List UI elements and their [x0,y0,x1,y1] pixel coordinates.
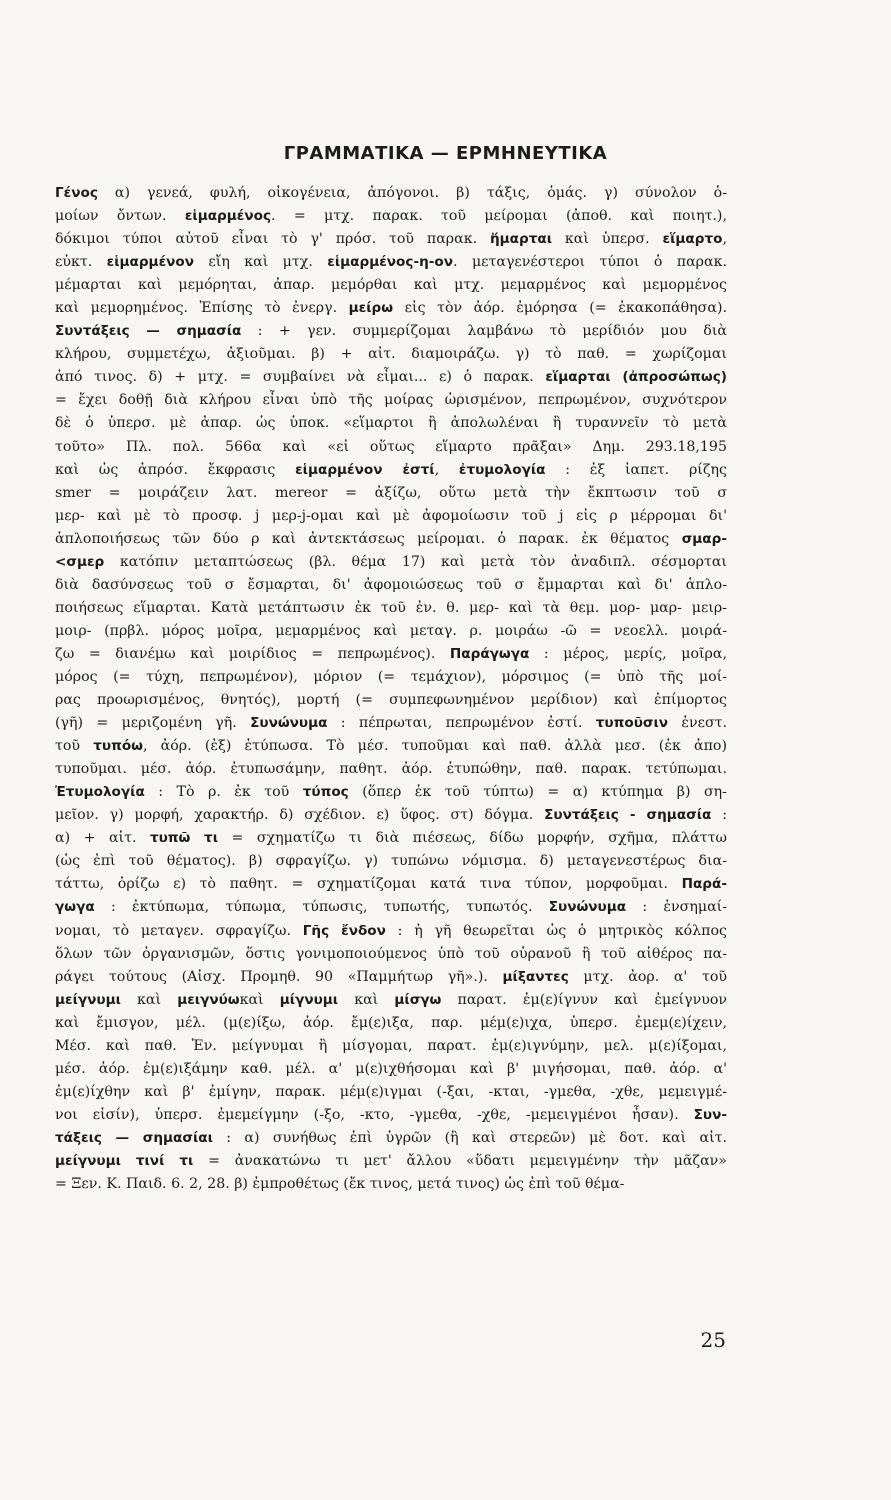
text-run: μοίων ὄντων. [55,208,185,225]
text-run: μόρος (= τύχη, πεπρωμένον), μόριον (= τεμάχιον), μόρσιμος (= ὑπὸ τῆς μοί- [55,668,727,685]
text-run: καὶ ὑπερσ. [552,231,663,248]
text-line [55,989,727,1012]
bold-term: εἱμαρμένον [106,254,194,271]
text-line [55,920,727,943]
text-run: δόκιμοι τύποι αὐτοῦ εἶναι τὸ γ' πρόσ. τοῦ παρακ. [55,231,490,248]
text-line [55,205,727,228]
text-run: : α) συνήθως ἐπὶ ὑγρῶν (ἢ καὶ στερεῶν) μὲ δοτ. καὶ αἰτ. [212,1129,727,1146]
text-line [55,228,727,251]
bold-term: ἐτυμολογία [458,461,546,478]
text-line [55,412,727,435]
text-run: καὶ ἔμισγον, μέλ. (μ(ε)ίξω, ἀόρ. ἔμ(ε)ιξα, παρ. μέμ(ε)ιχα, ὑπερσ. ἐμεμ(ε)ίχειν, [55,1014,727,1031]
page-title: ΓΡΑΜΜΑΤΙΚΑ — ΕΡΜΗΝΕΥΤΙΚΑ [283,143,608,164]
text-line [55,1127,727,1150]
text-run: ἐνεστ. [668,715,727,732]
bold-term: Συντάξεις - σημασία [544,807,712,824]
text-line [55,389,727,412]
bold-term: Γένος [55,185,98,201]
bold-term: τάξεις — σημασίαι [55,1129,213,1146]
text-run: μεῖον. γ) μορφή, χαρακτήρ. δ) σχέδιον. ε) ὕφος. στ) δόγμα. [55,807,545,824]
text-line [55,850,727,873]
bold-term: μειγνύω [177,991,240,1008]
text-run: καὶ ὡς ἀπρόσ. ἔκφρασις [55,461,296,478]
text-run: διὰ δασύνσεως τοῦ σ ἔσμαρται, δι' ἀφομοιώσεως τοῦ σ ἔμμαρται καὶ δι' ἁπλο- [55,576,727,593]
bold-term: εἱμαρμένον ἐστί [295,461,435,478]
text-run: ράγει τούτους (Αἰσχ. Προμηθ. 90 «Παμμήτωρ γῆ».). [55,968,503,985]
text-line [55,781,727,804]
bold-term: <σμερ [55,553,105,570]
text-run: ρας προωρισμένος, θνητός), μορτή (= συμπεφωνημένον μερίδιον) καὶ ἐπίμορτος [55,692,727,709]
text-run: : ἐξ ἰαπετ. ρίζης [545,461,727,478]
text-run: ὅλων τῶν ὀργανισμῶν, ὅστις γονιμοποιούμενος ὑπὸ τοῦ οὐρανοῦ ἢ τοῦ αἰθέρος πα- [55,945,727,962]
text-line [55,966,727,989]
text-line [55,689,727,712]
text-line [55,436,727,459]
text-line [55,574,727,597]
text-run: : Τὸ ρ. ἐκ τοῦ [144,784,303,801]
text-run: : πέπρωται, πεπρωμένον ἐστί. [327,715,596,732]
text-run: : ἐνσημαί- [626,899,727,916]
text-run: μτχ. ἀορ. α' τοῦ [568,968,727,985]
text-run: : [711,807,727,824]
text-line [55,620,727,643]
bold-term: εἵμαρται (ἀπροσώπως) [545,369,727,386]
text-line [55,551,727,574]
text-run: . = μτχ. παρακ. τοῦ μείρομαι (ἀποθ. καὶ ποιητ.), [271,208,727,225]
text-line [55,712,727,735]
text-run: μέσ. ἀόρ. ἐμ(ε)ιξάμην καθ. μέλ. α' μ(ε)ιχθήσομαι καὶ β' μιγήσομαι, παθ. ἀόρ. α' [55,1060,727,1077]
text-run: = Ξεν. Κ. Παιδ. 6. 2, 28. β) ἐμπροθέτως (ἔκ τινος, μετά τινος) ὡς ἐπὶ τοῦ θέμα- [55,1176,625,1193]
bold-term: Συνώνυμα [250,715,328,732]
text-run: κατόπιν μεταπτώσεως (βλ. θέμα 17) καὶ μετὰ τὸν ἀναδιπλ. σέσμορται [104,553,727,570]
bold-term: σμαρ- [681,530,727,547]
text-line [55,643,727,666]
bold-term: Ἐτυμολογία [55,784,145,801]
text-run: μοιρ- (πρβλ. μόρος μοῖρα, μεμαρμένος καὶ μεταγ. ρ. μοιράω -ῶ = νεοελλ. μοιρά- [55,622,727,639]
bold-term: Παράγωγα [449,645,530,662]
bold-term: ἥμαρται [489,231,553,248]
text-run: ζω = διανέμω καὶ μοιρίδιος = πεπρωμένος). [55,645,450,662]
text-run: ἐμ(ε)ίχθην καὶ β' ἐμίγην, παρακ. μέμ(ε)ιγμαι (-ξαι, -κται, -γμεθα, -χθε, μεμειγμέ- [55,1083,727,1100]
text-line [55,666,727,689]
bold-term: Συντάξεις — σημασία [55,323,242,340]
text-line [55,1058,727,1081]
text-line [55,1150,727,1173]
text-line [55,873,727,896]
text-line [55,1173,727,1196]
text-run: μερ- καὶ μὲ τὸ προσφ. j μερ-j-ομαι καὶ μὲ ἀφομοίωσιν τοῦ j εἰς ρ μέρρομαι δι' [55,507,727,524]
text-run: νοι εἰσίν), ὑπερσ. ἐμεμείγμην (-ξο, -κτο, -γμεθα, -χθε, -μεμειγμένοι ἦσαν). [55,1106,694,1123]
text-line [55,366,727,389]
text-run: τοῦ [55,738,94,755]
text-line [55,804,727,827]
text-line [55,343,727,366]
text-run: δὲ ὁ ὑπερσ. μὲ ἀπαρ. ὡς ὑποκ. «εἵμαρτοι ἢ ἀπολωλέναι ἢ τυραννεῖν τὸ μετὰ [55,415,727,432]
bold-term: Γῆς ἔνδον [302,922,386,939]
text-run: = σχηματίζω τι διὰ πιέσεως, δίδω μορφήν, σχῆμα, πλάττω [218,830,727,847]
text-run: τοῦτο» Πλ. πολ. 566α καὶ «εἰ οὕτως εἵμαρτο πρᾶξαι» Δημ. 293.18,195 [55,438,727,455]
bold-term: μίξαντες [502,968,569,985]
bold-term: Συνώνυμα [548,899,627,916]
text-line [55,1035,727,1058]
text-line [55,505,727,528]
text-run: εὐκτ. [55,254,107,271]
bold-term: μίσγω [394,991,442,1008]
text-line [55,1104,727,1127]
text-run: : μέρος, μερίς, μοῖρα, [529,645,727,662]
bold-term: μίγνυμι [279,991,339,1008]
text-line [55,182,727,205]
text-line [55,528,727,551]
text-line [55,297,727,320]
text-run: μέμαρται καὶ μεμόρηται, ἀπαρ. μεμόρθαι καὶ μτχ. μεμαρμένος καὶ μεμορμένος [55,277,727,294]
text-run: καὶ [120,991,178,1008]
text-line [55,320,727,343]
text-run: (ὅπερ ἐκ τοῦ τύπτω) = α) κτύπημα β) ση- [348,784,727,801]
text-run: smer = μοιράζειν λατ. mereor = ἀξίζω, οὕτω μετὰ τὴν ἔκπτωσιν τοῦ σ [55,484,727,501]
bold-term: Παρά- [681,876,727,893]
text-run: α) + αἰτ. [55,830,150,847]
text-run: : ἡ γῆ θεωρεῖται ὡς ὁ μητρικὸς κόλπος [385,922,727,939]
text-line [55,735,727,758]
bold-term: Συν- [693,1106,727,1123]
text-run: παρατ. ἐμ(ε)ίγνυν καὶ ἐμείγνυον [441,991,727,1008]
text-line [55,459,727,482]
page-number: 25 [700,1328,726,1352]
bold-term: μείρω [348,300,394,317]
bold-term: μείγνυμι [55,991,121,1008]
text-run: , [434,461,459,478]
bold-term: τυποῦσιν [595,715,669,732]
text-line [55,758,727,781]
text-line [55,597,727,620]
text-run: , ἀόρ. (ἐξ) ἐτύπωσα. Τὸ μέσ. τυποῦμαι καὶ παθ. ἀλλὰ μεσ. (ἐκ ἀπο) [142,738,727,755]
text-run: εἴη καὶ μτχ. [194,254,328,271]
text-line [55,896,727,919]
text-run: : + γεν. συμμερίζομαι λαμβάνω τὸ μερίδιόν μου διὰ [241,323,727,340]
text-line [55,1012,727,1035]
bold-term: γωγα [55,899,95,916]
text-line [55,943,727,966]
bold-term: εἵμαρτο [662,231,723,248]
text-line [55,1081,727,1104]
text-run: ποιήσεως εἵμαρται. Κατὰ μετάπτωσιν ἐκ τοῦ ἐν. θ. μερ- καὶ τὰ θεμ. μορ- μαρ- μειρ- [55,599,727,616]
text-run: ἀπό τινος. δ) + μτχ. = συμβαίνει νὰ εἶμαι... ε) ὁ παρακ. [55,369,546,386]
bold-term: μείγνυμι τινί τι [55,1152,194,1169]
text-run: = ἔχει δοθῇ διὰ κλήρου εἶναι ὑπὸ τῆς μοίρας ὡρισμένον, πεπρωμένον, συχνότερον [55,392,727,409]
bold-term: τυπόω [93,738,143,755]
bold-term: τύπος [302,784,349,801]
text-line [55,251,727,274]
text-line [55,482,727,505]
text-run: (ὡς ἐπὶ τοῦ θέματος). β) σφραγίζω. γ) τυπώνω νόμισμα. δ) μεταγενεστέρως δια- [55,853,727,870]
text-run: ἁπλοποιήσεως τῶν δύο ρ καὶ ἀντεκτάσεως μείρομαι. ὁ παρακ. ἐκ θέματος [55,530,682,547]
text-run: = ἀνακατώνω τι μετ' ἄλλου «ὕδατι μεμειγμένην τὴν μᾶζαν» [193,1152,727,1169]
text-run: καὶ [239,991,280,1008]
bold-term: εἱμαρμένος-η-ον [327,254,454,271]
bold-term: τυπῶ τι [149,830,219,847]
text-run: εἰς τὸν ἀόρ. ἐμόρησα (= ἐκακοπάθησα). [393,300,727,317]
text-run: νομαι, τὸ μεταγεν. σφραγίζω. [55,922,303,939]
bold-term: εἱμαρμένος [184,208,272,225]
text-run: : ἐκτύπωμα, τύπωμα, τύπωσις, τυπωτής, τυπωτός. [94,899,549,916]
text-run: (γῆ) = μεριζομένη γῆ. [55,715,251,732]
text-run: καὶ [338,991,395,1008]
text-run: , [722,231,727,248]
body-text [55,182,727,1196]
text-line [55,827,727,850]
text-run: Μέσ. καὶ παθ. Ἐν. μείγνυμαι ἢ μίσγομαι, παρατ. ἐμ(ε)ιγνύμην, μελ. μ(ε)ίξομαι, [55,1037,727,1054]
text-run: καὶ μεμορημένος. Ἐπίσης τὸ ἐνεργ. [55,300,349,317]
text-run: τάττω, ὁρίζω ε) τὸ παθητ. = σχηματίζομαι κατά τινα τύπον, μορφοῦμαι. [55,876,682,893]
text-line [55,274,727,297]
text-run: . μεταγενέστεροι τύποι ὁ παρακ. [453,254,727,271]
text-run: α) γενεά, φυλή, οἰκογένεια, ἀπόγονοι. β) τάξις, ὁμάς. γ) σύνολον ὁ- [97,185,727,201]
text-run: κλήρου, συμμετέχω, ἀξιοῦμαι. β) + αἰτ. διαμοιράζω. γ) τὸ παθ. = χωρίζομαι [55,346,727,363]
text-run: τυποῦμαι. μέσ. ἀόρ. ἐτυπωσάμην, παθητ. ἀόρ. ἐτυπώθην, παθ. παρακ. τετύπωμαι. [55,761,727,778]
